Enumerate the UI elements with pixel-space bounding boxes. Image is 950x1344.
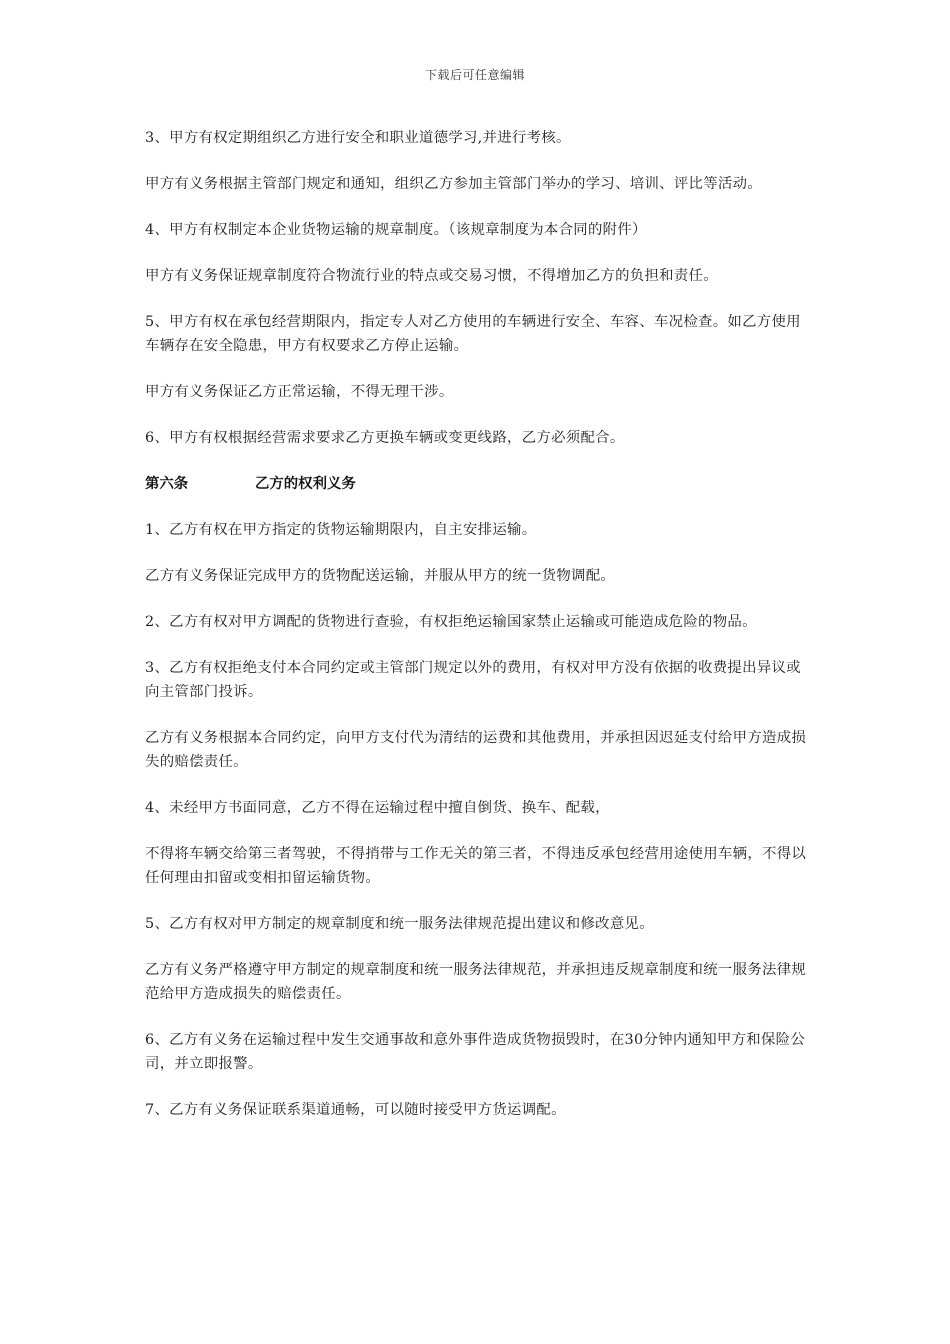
paragraph: 乙方有义务严格遵守甲方制定的规章制度和统一服务法律规范，并承担违反规章制度和统一服务法律规范给甲方造成损失的赔偿责任。: [145, 962, 807, 1002]
paragraph: 1、乙方有权在甲方指定的货物运输期限内，自主安排运输。: [145, 522, 537, 538]
paragraph: 2、乙方有权对甲方调配的货物进行查验，有权拒绝运输国家禁止运输或可能造成危险的物品。: [145, 614, 757, 630]
paragraph: 6、甲方有权根据经营需求要求乙方更换车辆或变更线路，乙方必须配合。: [145, 430, 625, 446]
paragraph: 4、未经甲方书面同意，乙方不得在运输过程中擅自倒货、换车、配载，: [145, 800, 610, 816]
paragraph: 3、乙方有权拒绝支付本合同约定或主管部门规定以外的费用，有权对甲方没有依据的收费提出异议或向主管部门投诉。: [145, 660, 801, 700]
paragraph: 不得将车辆交给第三者驾驶，不得捎带与工作无关的第三者，不得违反承包经营用途使用车辆，不得以任何理由扣留或变相扣留运输货物。: [145, 846, 807, 886]
paragraph: 4、甲方有权制定本企业货物运输的规章制度。（该规章制度为本合同的附件）: [145, 222, 647, 238]
paragraph: 甲方有义务保证乙方正常运输，不得无理干涉。: [145, 384, 454, 400]
section-title: 乙方的权利义务: [255, 476, 356, 492]
paragraph: 甲方有义务保证规章制度符合物流行业的特点或交易习惯，不得增加乙方的负担和责任。: [145, 268, 718, 284]
paragraph: 5、甲方有权在承包经营期限内，指定专人对乙方使用的车辆进行安全、车容、车况检查。如乙方使用车辆存在安全隐患，甲方有权要求乙方停止运输。: [145, 314, 801, 354]
page-header: 下载后可任意编辑: [424, 68, 525, 82]
paragraph: 乙方有义务根据本合同约定，向甲方支付代为清结的运费和其他费用，并承担因迟延支付给甲方造成损失的赔偿责任。: [145, 730, 807, 770]
paragraph: 7、乙方有义务保证联系渠道通畅，可以随时接受甲方货运调配。: [145, 1102, 566, 1118]
document-body: [145, 126, 810, 1144]
section-heading: [145, 472, 810, 496]
paragraph: 6、乙方有义务在运输过程中发生交通事故和意外事件造成货物损毁时，在30分钟内通知甲方和保险公司，并立即报警。: [145, 1032, 806, 1072]
paragraph: 甲方有义务根据主管部门规定和通知，组织乙方参加主管部门举办的学习、培训、评比等活动。: [145, 176, 763, 192]
section-number: 第六条: [145, 476, 189, 492]
paragraph: 乙方有义务保证完成甲方的货物配送运输，并服从甲方的统一货物调配。: [145, 568, 616, 584]
paragraph: 3、甲方有权定期组织乙方进行安全和职业道德学习,并进行考核。: [145, 130, 571, 146]
paragraph: 5、乙方有权对甲方制定的规章制度和统一服务法律规范提出建议和修改意见。: [145, 916, 654, 932]
